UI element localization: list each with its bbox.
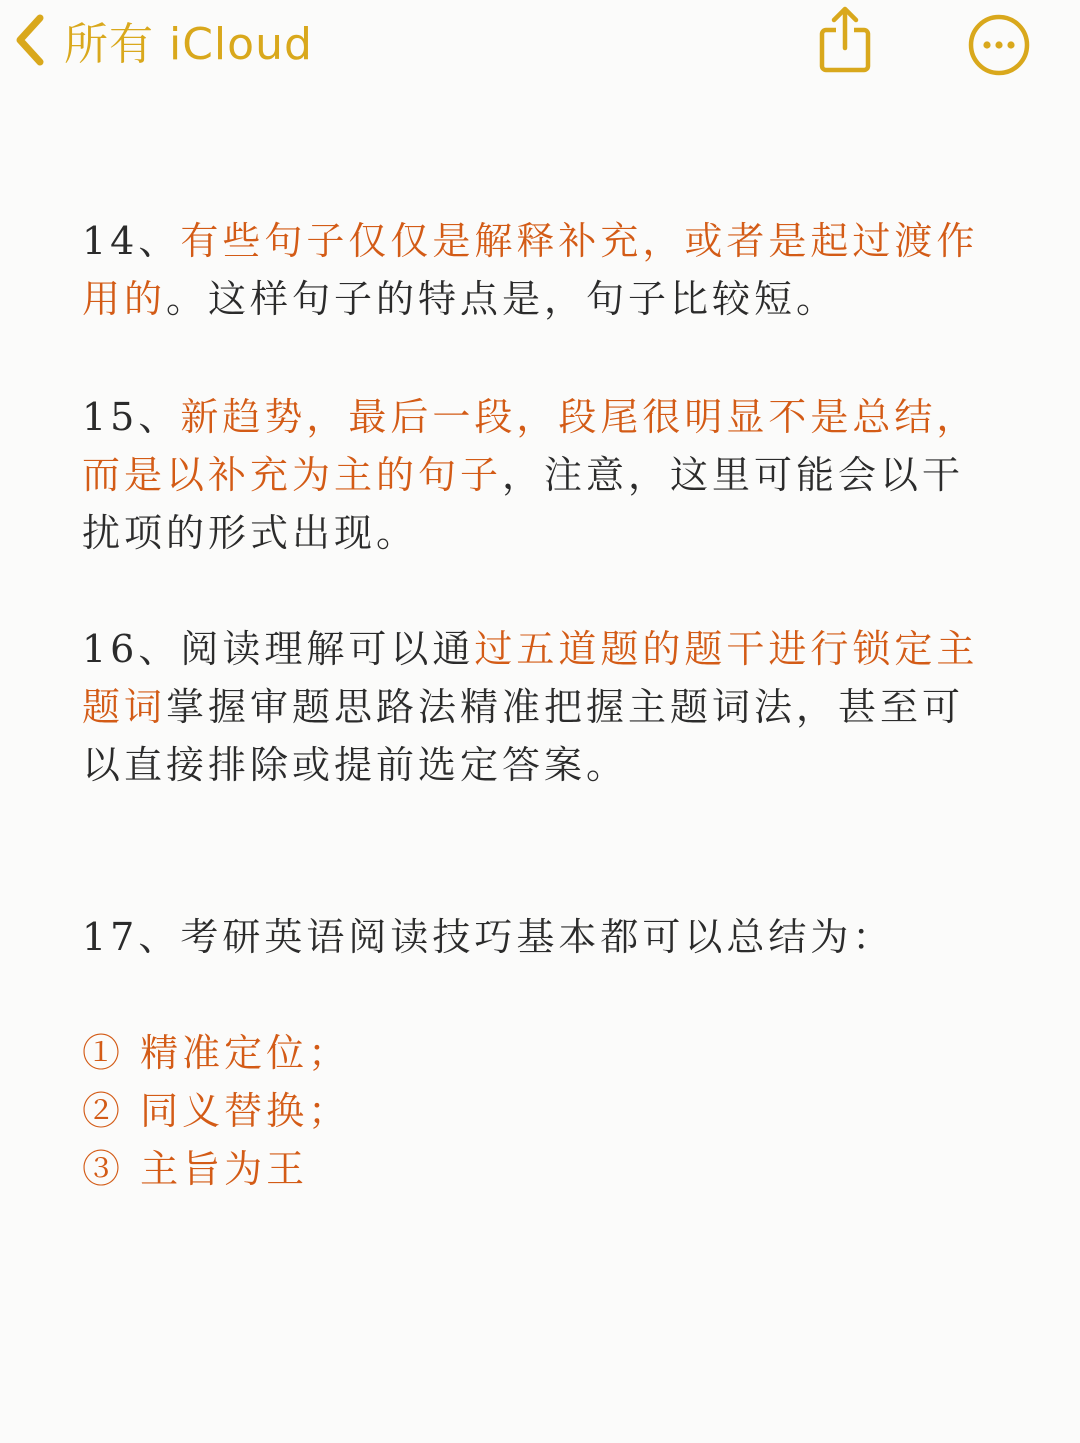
body-text: 掌握审题思路法精准把握主题词法，甚至可以直接排除或提前选定答案。 — [82, 685, 965, 787]
back-label: 所有 iCloud — [64, 19, 313, 70]
highlighted-text: 新趋势，最后一段，段尾很明显不是总结，而是以补充为主的句子 — [82, 395, 979, 497]
share-icon — [812, 4, 878, 76]
body-text: ，注意，这里可能会以干扰项的形式出现。 — [82, 453, 965, 555]
tip-17: 17、考研英语阅读技巧基本都可以总结为： — [82, 915, 895, 959]
list-item: ② 同义替换； — [82, 1089, 351, 1133]
tip-14 — [82, 212, 982, 328]
chevron-left-icon — [10, 10, 50, 70]
navigation-bar — [0, 0, 1080, 90]
body-text: 。这样句子的特点是，句子比较短。 — [166, 277, 839, 321]
tip-number: 14、 — [82, 219, 181, 263]
share-button[interactable] — [812, 4, 878, 76]
tip-number: 15、 — [82, 395, 181, 439]
tip-15 — [82, 388, 982, 562]
back-button[interactable] — [10, 8, 313, 72]
list-item: ③ 主旨为王 — [82, 1147, 309, 1191]
tip-16 — [82, 620, 982, 794]
highlighted-text: 过五道题的题干进行锁定主题词 — [82, 627, 979, 729]
highlighted-text: 有些句子仅仅是解释补充，或者是起过渡作用的 — [82, 219, 979, 321]
summary-list — [82, 1024, 982, 1198]
list-item: ① 精准定位； — [82, 1031, 351, 1075]
more-ellipsis-icon — [966, 12, 1032, 78]
more-button[interactable] — [966, 12, 1032, 78]
body-text: 16、阅读理解可以通 — [82, 627, 475, 671]
